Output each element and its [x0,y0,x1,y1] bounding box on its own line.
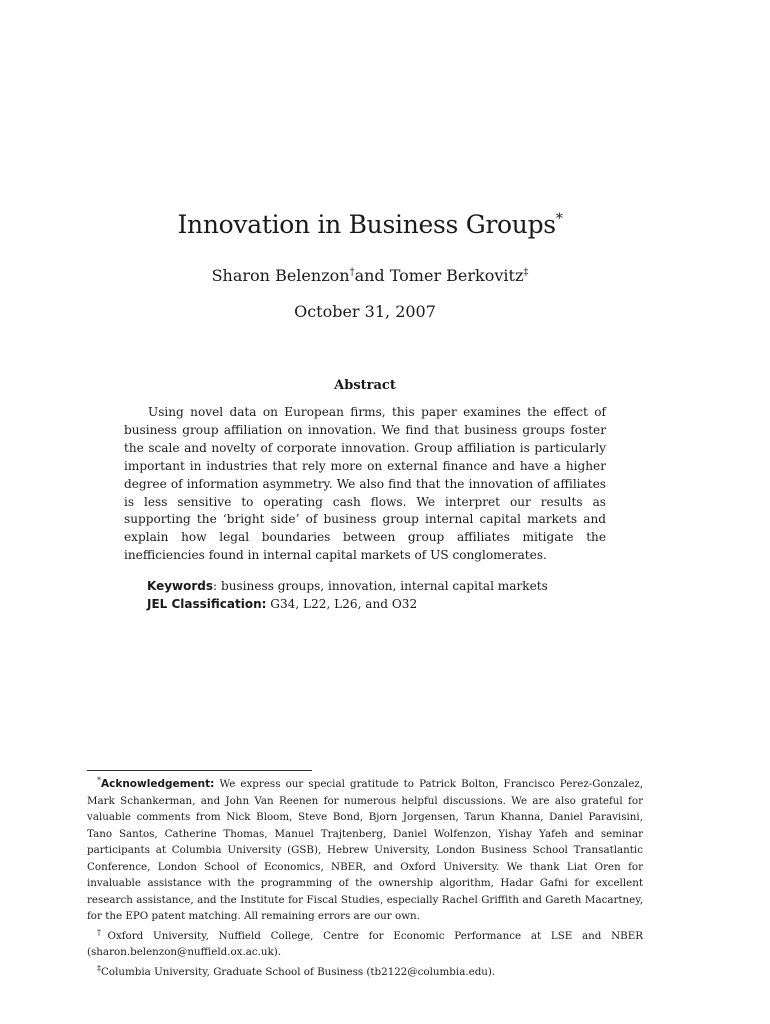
footnote-rule [87,770,312,771]
keywords-label: Keywords [147,579,214,593]
abstract-heading: Abstract [334,378,396,393]
keywords-value: : business groups, innovation, internal capital markets [213,579,548,593]
ack-mark: * [97,776,101,785]
author-2-footnote-mark: ‡ [523,267,529,278]
footnotes [87,773,643,980]
paper-date: October 31, 2007 [294,302,436,321]
jel-label: JEL Classification: [147,597,267,611]
ack-label: Acknowledgement: [101,778,215,790]
ack-text: We express our special gratitude to Patrick Bolton, Francisco Perez-Gonzalez, Mark Schankerman, and John Van Reenen for numerous helpful discussions. We are also grateful for valuable comments from Nick Bloom, Steve Bond, Bjorn Jorgensen, Tarun Khanna, Daniel Paravisini, Tano Santos, Catherine Thomas, Manuel Trajtenberg, Daniel Wolfenzon, Yishay Yafeh and seminar participants at Columbia University (GSB), Hebrew University, London Business School Transatlantic Conference, London School of Economics, NBER, and Oxford University. We thank Liat Oren for invaluable assistance with the programming of the ownership algorithm, Hadar Gafni for excellent research assistance, and the Institute for Fiscal Studies, especially Rachel Griffith and Gareth Macartney, for the EPO patent matching. All remaining errors are our own. [87,778,643,922]
jel-value: G34, L22, L26, and O32 [266,597,418,611]
fn3-text: Columbia University, Graduate School of Business (tb2122@columbia.edu). [101,965,496,978]
author-1-footnote-mark: † [349,267,355,278]
fn2-text: Oxford University, Nuffield College, Centre for Economic Performance at LSE and NBER (sharon.belenzon@nuffield.ox.ac.uk). [87,929,644,958]
paper-title [0,210,740,239]
author-2: and Tomer Berkovitz [354,266,524,285]
fn3-mark: ‡ [97,963,101,973]
footnote-author-1 [87,925,643,961]
fn2-mark: † [97,927,108,937]
author-line [0,266,740,285]
footnote-author-2 [87,961,643,981]
author-1: Sharon Belenzon [211,266,350,285]
paper-title-text: Innovation in Business Groups [177,210,556,239]
footnote-acknowledgement [87,773,643,925]
title-footnote-mark: * [555,211,563,227]
jel-line [147,595,607,613]
abstract-body: Using novel data on European firms, this paper examines the effect of business group affiliation on innovation. We find that business groups foster the scale and novelty of corporate innovation. Group affiliation is particularly important in industries that rely more on external finance and have a higher degree of information asymmetry. We also find that the innovation of affiliates is less sensitive to operating cash flows. We interpret our results as supporting the ‘bright side’ of business group internal capital markets and explain how legal boundaries between group affiliates mitigate the inefficiencies found in internal capital markets of US conglomerates. [124,405,606,563]
keywords-line [147,577,607,595]
